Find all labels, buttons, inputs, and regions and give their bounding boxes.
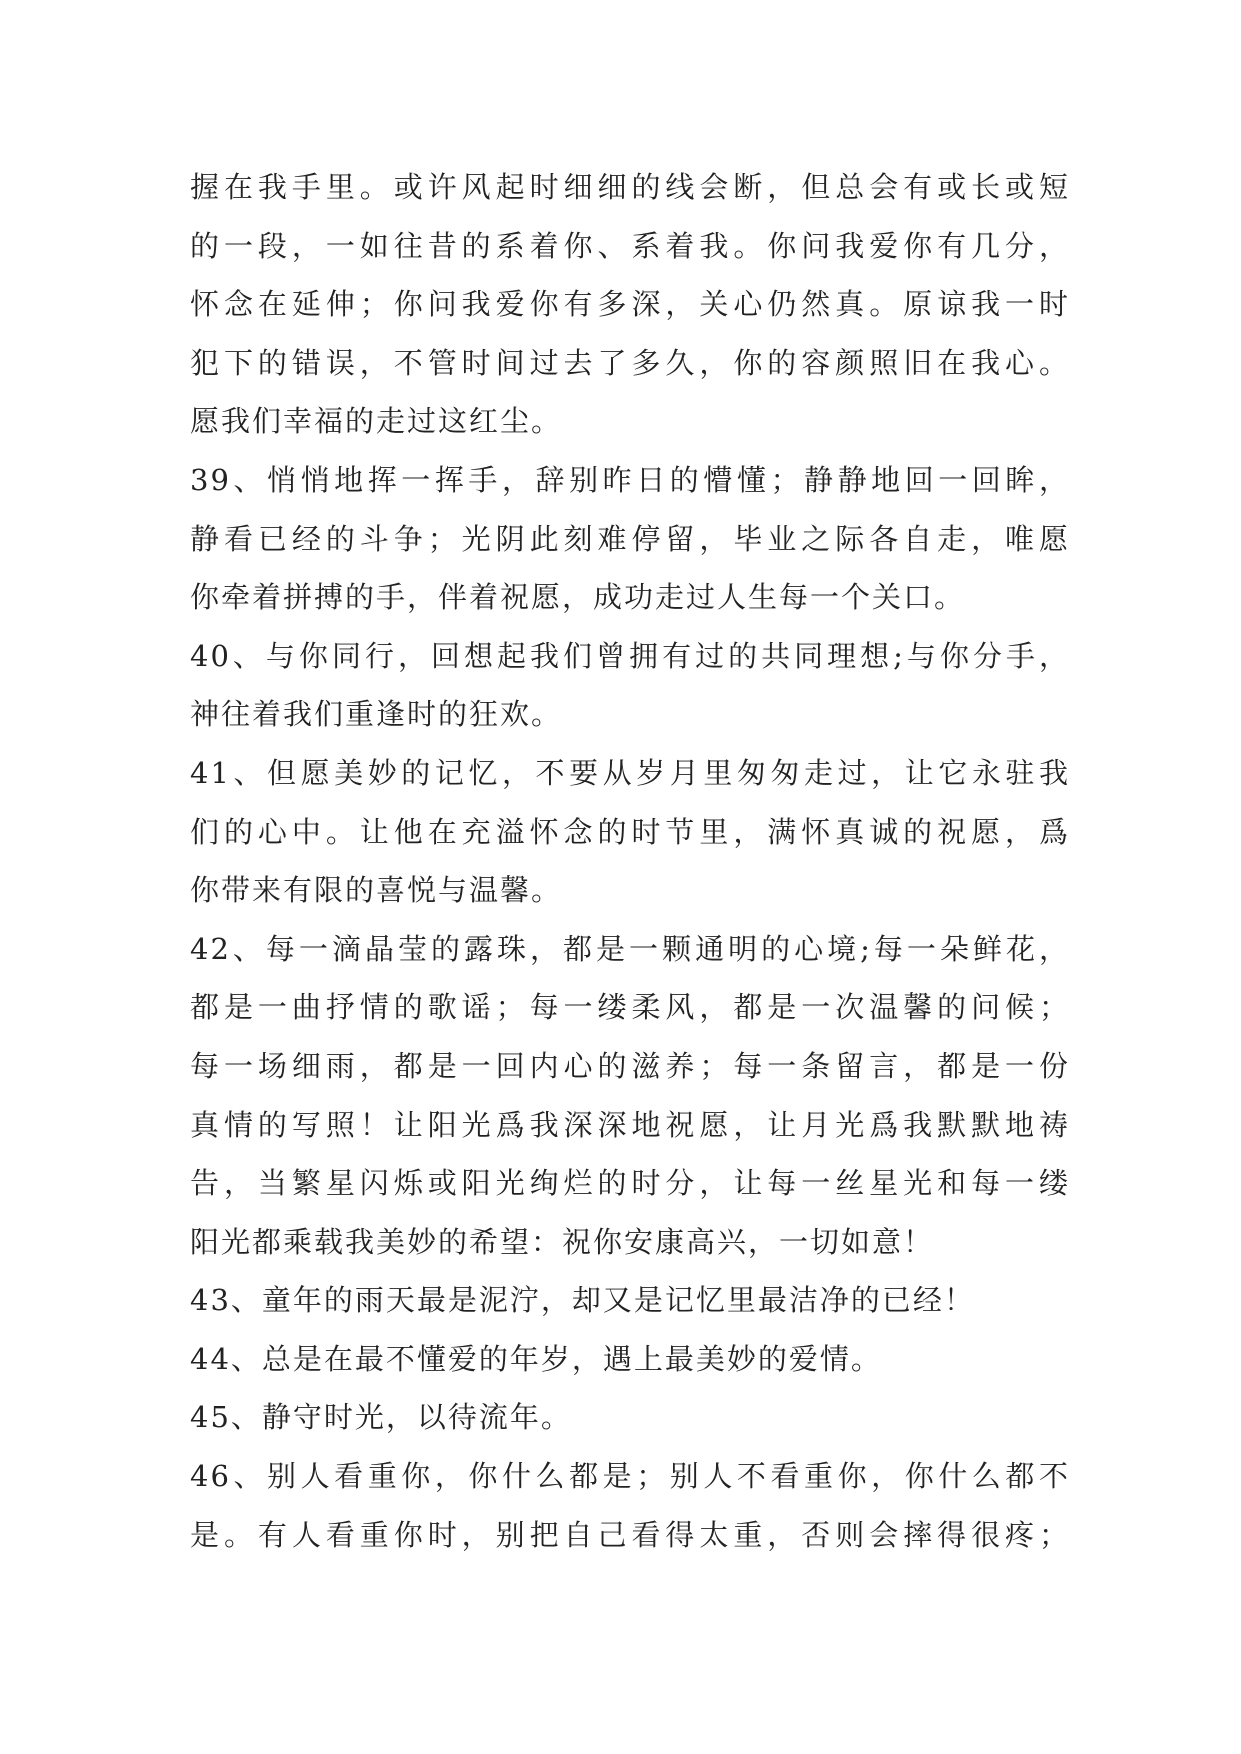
text-line: 告，当繁星闪烁或阳光绚烂的时分，让每一丝星光和每一缕 [190, 1166, 1070, 1201]
text-line: 们的心中。让他在充溢怀念的时节里，满怀真诚的祝愿，爲 [190, 814, 1070, 849]
text-line: 你带来有限的喜悦与温馨。 [190, 873, 563, 908]
text-line: 阳光都乘载我美妙的希望：祝你安康高兴，一切如意！ [190, 1224, 935, 1259]
text-line: 握在我手里。或许风起时细细的线会断，但总会有或长或短 [190, 170, 1070, 204]
text-line: 神往着我们重逢时的狂欢。 [190, 697, 563, 732]
text-line: 46、别人看重你，你什么都是；别人不看重你，你什么都不 [190, 1459, 1070, 1494]
text-line: 每一场细雨，都是一回内心的滋养；每一条留言，都是一份 [190, 1048, 1070, 1083]
text-line: 你牵着拼搏的手，伴着祝愿，成功走过人生每一个关口。 [190, 580, 966, 615]
text-line: 42、每一滴晶莹的露珠，都是一颗通明的心境;每一朵鲜花， [190, 931, 1070, 966]
text-line: 44、总是在最不懂爱的年岁，遇上最美妙的爱情。 [190, 1341, 882, 1376]
text-line: 40、与你同行，回想起我们曾拥有过的共同理想;与你分手， [190, 638, 1070, 673]
text-line: 39、悄悄地挥一挥手，辞别昨日的懵懂；静静地回一回眸， [190, 462, 1070, 497]
text-line: 45、静守时光，以待流年。 [190, 1400, 572, 1435]
text-line: 犯下的错误，不管时间过去了多久，你的容颜照旧在我心。 [190, 345, 1070, 380]
text-line: 的一段，一如往昔的系着你、系着我。你问我爱你有几分， [190, 228, 1070, 263]
text-line: 怀念在延伸；你问我爱你有多深，关心仍然真。原谅我一时 [190, 287, 1070, 322]
text-line: 愿我们幸福的走过这红尘。 [190, 404, 563, 439]
text-line: 都是一曲抒情的歌谣；每一缕柔风，都是一次温馨的问候； [190, 990, 1070, 1025]
text-line: 是。有人看重你时，别把自己看得太重，否则会摔得很疼； [190, 1517, 1070, 1552]
text-line: 静看已经的斗争；光阴此刻难停留，毕业之际各自走，唯愿 [190, 521, 1070, 556]
text-line: 41、但愿美妙的记忆，不要从岁月里匆匆走过，让它永驻我 [190, 755, 1070, 790]
body-text [190, 158, 1070, 1564]
text-line: 43、童年的雨天最是泥泞，却又是记忆里最洁净的已经！ [190, 1283, 975, 1318]
text-line: 真情的写照！让阳光爲我深深地祝愿，让月光爲我默默地祷 [190, 1107, 1070, 1142]
